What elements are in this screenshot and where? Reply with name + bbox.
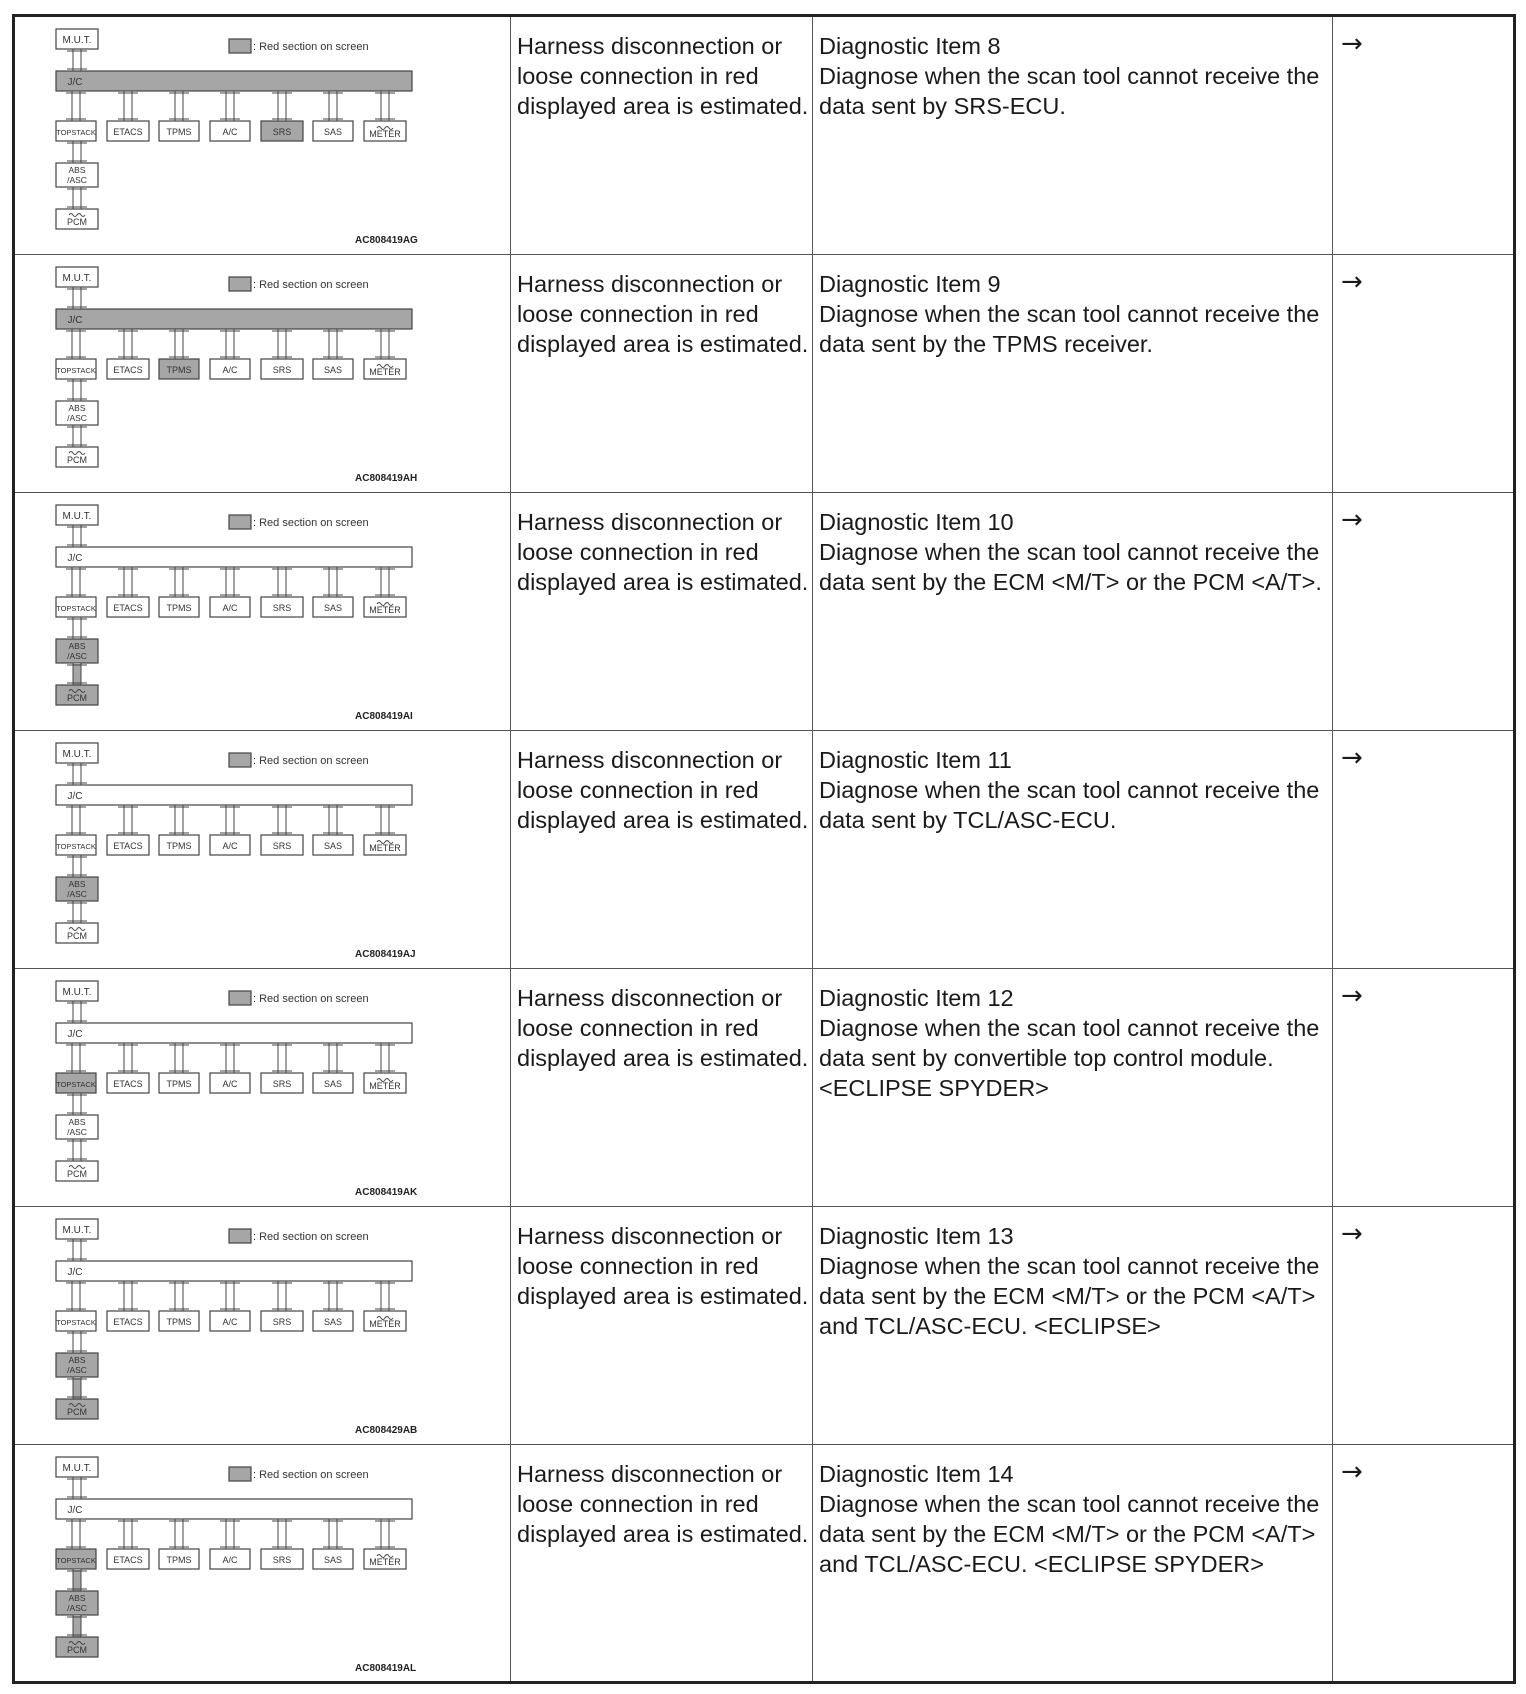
sas-label: SAS bbox=[323, 365, 343, 375]
pcm-label: PCM bbox=[67, 455, 87, 465]
connector-link bbox=[118, 1519, 138, 1549]
table-row bbox=[15, 1445, 1513, 1681]
pcm-label: PCM bbox=[67, 693, 87, 703]
right-arrow-icon: → bbox=[1341, 981, 1363, 1011]
right-arrow-icon: → bbox=[1341, 505, 1363, 535]
figure-code: AC808419AJ bbox=[355, 949, 416, 960]
can-bus-diagram bbox=[15, 731, 511, 969]
legend-swatch bbox=[229, 1467, 251, 1481]
abs-label: ABS bbox=[68, 879, 86, 889]
table-row bbox=[15, 1207, 1513, 1445]
connector-link bbox=[375, 805, 395, 835]
diagnostic-item-cell bbox=[813, 969, 1333, 1206]
tpms-label: TPMS bbox=[166, 1317, 192, 1327]
pcm-label: PCM bbox=[67, 1407, 87, 1417]
can-bus-diagram bbox=[15, 17, 511, 255]
condition-text: Harness disconnection or loose connection in red displayed area is estimated. bbox=[517, 1461, 809, 1547]
connector-link bbox=[67, 1615, 87, 1637]
connector-link bbox=[169, 1281, 189, 1311]
next-step-cell bbox=[1333, 17, 1513, 254]
connector-link bbox=[118, 329, 138, 359]
connector-link bbox=[375, 1043, 395, 1073]
right-arrow-icon: → bbox=[1341, 743, 1363, 773]
tpms-label: TPMS bbox=[166, 1079, 192, 1089]
figure-code: AC808419AH bbox=[355, 473, 418, 484]
connector-link bbox=[169, 567, 189, 597]
connector-link bbox=[220, 1281, 240, 1311]
meter-label: METER bbox=[369, 605, 401, 615]
figure-code: AC808419AK bbox=[355, 1187, 418, 1198]
connector-link bbox=[118, 1281, 138, 1311]
abs-label: ABS bbox=[68, 165, 86, 175]
diagnostic-item-description: Diagnose when the scan tool cannot receive the data sent by TCL/ASC-ECU. bbox=[819, 777, 1320, 833]
condition-text: Harness disconnection or loose connection in red displayed area is estimated. bbox=[517, 747, 809, 833]
network-diagram-cell bbox=[15, 969, 511, 1206]
connector-link bbox=[67, 379, 87, 401]
connector-link bbox=[375, 567, 395, 597]
connector-link bbox=[67, 1569, 87, 1591]
legend-label: : Red section on screen bbox=[253, 1469, 369, 1481]
diagnostic-table bbox=[12, 14, 1516, 1684]
connector-link bbox=[272, 1519, 292, 1549]
condition-cell bbox=[511, 1445, 813, 1681]
meter-label: METER bbox=[369, 1557, 401, 1567]
figure-code: AC808419AI bbox=[355, 711, 413, 722]
connector-link bbox=[66, 805, 86, 835]
connector-link bbox=[272, 1281, 292, 1311]
legend-label: : Red section on screen bbox=[253, 755, 369, 767]
ac-label: A/C bbox=[222, 1079, 238, 1089]
connector-link bbox=[272, 567, 292, 597]
connector-link bbox=[323, 329, 343, 359]
connector-link bbox=[67, 187, 87, 209]
connector-link bbox=[118, 1043, 138, 1073]
diagnostic-item-cell bbox=[813, 731, 1333, 968]
sas-label: SAS bbox=[323, 127, 343, 137]
connector-link bbox=[272, 329, 292, 359]
diagnostic-item-description: Diagnose when the scan tool cannot receive the data sent by SRS-ECU. bbox=[819, 63, 1320, 119]
mut-label: M.U.T. bbox=[62, 511, 92, 522]
connector-link bbox=[66, 1281, 86, 1311]
junction-connector-bar bbox=[56, 309, 412, 329]
ac-label: A/C bbox=[222, 365, 238, 375]
figure-code: AC808429AB bbox=[355, 1425, 418, 1436]
figure-code: AC808419AL bbox=[355, 1663, 417, 1674]
connector-link bbox=[169, 91, 189, 121]
table-row bbox=[15, 17, 1513, 255]
connector-link bbox=[66, 567, 86, 597]
topstack-label: TOPSTACK bbox=[56, 604, 96, 613]
diagnostic-item-cell bbox=[813, 1207, 1333, 1444]
ac-label: A/C bbox=[222, 1317, 238, 1327]
connector-link bbox=[67, 901, 87, 923]
jc-label: J/C bbox=[67, 77, 83, 88]
diagnostic-item-description: Diagnose when the scan tool cannot receive the data sent by the ECM <M/T> or the PCM <A/T> and TCL/ASC-ECU. <ECLIPSE SPYDER> bbox=[819, 1491, 1320, 1577]
ac-label: A/C bbox=[222, 1555, 238, 1565]
network-diagram-cell bbox=[15, 731, 511, 968]
mut-label: M.U.T. bbox=[62, 749, 92, 760]
connector-link bbox=[67, 855, 87, 877]
connector-link bbox=[272, 91, 292, 121]
legend-swatch bbox=[229, 991, 251, 1005]
jc-label: J/C bbox=[67, 1267, 83, 1278]
asc-label: /ASC bbox=[67, 651, 87, 661]
mut-label: M.U.T. bbox=[62, 1463, 92, 1474]
connector-link bbox=[118, 805, 138, 835]
connector-link bbox=[67, 1093, 87, 1115]
diagnostic-item-title: Diagnostic Item 12 bbox=[819, 985, 1014, 1011]
connector-link bbox=[220, 1043, 240, 1073]
legend-label: : Red section on screen bbox=[253, 993, 369, 1005]
can-bus-diagram bbox=[15, 493, 511, 731]
connector-link bbox=[169, 805, 189, 835]
sas-label: SAS bbox=[323, 1079, 343, 1089]
diagnostic-item-title: Diagnostic Item 11 bbox=[819, 747, 1012, 773]
legend-swatch bbox=[229, 39, 251, 53]
diagnostic-item-title: Diagnostic Item 10 bbox=[819, 509, 1014, 535]
connector-link bbox=[323, 567, 343, 597]
connector-link bbox=[118, 91, 138, 121]
next-step-cell bbox=[1333, 731, 1513, 968]
network-diagram-cell bbox=[15, 493, 511, 730]
condition-text: Harness disconnection or loose connection in red displayed area is estimated. bbox=[517, 33, 809, 119]
mut-label: M.U.T. bbox=[62, 987, 92, 998]
table-row bbox=[15, 969, 1513, 1207]
connector-link bbox=[272, 1043, 292, 1073]
mut-label: M.U.T. bbox=[62, 273, 92, 284]
connector-link bbox=[375, 1281, 395, 1311]
connector-link bbox=[272, 805, 292, 835]
meter-label: METER bbox=[369, 1319, 401, 1329]
tpms-label: TPMS bbox=[166, 1555, 192, 1565]
connector-link bbox=[67, 1239, 87, 1261]
topstack-label: TOPSTACK bbox=[56, 366, 96, 375]
etacs-label: ETACS bbox=[113, 841, 143, 851]
tpms-label: TPMS bbox=[166, 127, 192, 137]
diagnostic-item-cell bbox=[813, 255, 1333, 492]
network-diagram-cell bbox=[15, 1445, 511, 1681]
sas-label: SAS bbox=[323, 1317, 343, 1327]
connector-link bbox=[323, 1281, 343, 1311]
connector-link bbox=[323, 1043, 343, 1073]
connector-link bbox=[67, 49, 87, 71]
connector-link bbox=[66, 91, 86, 121]
asc-label: /ASC bbox=[67, 175, 87, 185]
connector-link bbox=[67, 1477, 87, 1499]
condition-cell bbox=[511, 493, 813, 730]
legend-label: : Red section on screen bbox=[253, 1231, 369, 1243]
junction-connector-bar bbox=[56, 71, 412, 91]
connector-link bbox=[67, 287, 87, 309]
ac-label: A/C bbox=[222, 603, 238, 613]
abs-label: ABS bbox=[68, 403, 86, 413]
table-row bbox=[15, 493, 1513, 731]
connector-link bbox=[220, 805, 240, 835]
connector-link bbox=[169, 329, 189, 359]
mut-label: M.U.T. bbox=[62, 35, 92, 46]
right-arrow-icon: → bbox=[1341, 1219, 1363, 1249]
connector-link bbox=[323, 805, 343, 835]
connector-link bbox=[67, 1139, 87, 1161]
connector-link bbox=[118, 567, 138, 597]
condition-text: Harness disconnection or loose connection in red displayed area is estimated. bbox=[517, 985, 809, 1071]
topstack-label: TOPSTACK bbox=[56, 128, 96, 137]
junction-connector-bar bbox=[56, 1023, 412, 1043]
srs-label: SRS bbox=[272, 603, 292, 613]
connector-link bbox=[375, 1519, 395, 1549]
can-bus-diagram bbox=[15, 255, 511, 493]
abs-label: ABS bbox=[68, 1355, 86, 1365]
legend-swatch bbox=[229, 753, 251, 767]
jc-label: J/C bbox=[67, 315, 83, 326]
junction-connector-bar bbox=[56, 1499, 412, 1519]
network-diagram-cell bbox=[15, 255, 511, 492]
topstack-label: TOPSTACK bbox=[56, 842, 96, 851]
condition-cell bbox=[511, 255, 813, 492]
connector-link bbox=[323, 91, 343, 121]
connector-link bbox=[169, 1519, 189, 1549]
diagnostic-item-cell bbox=[813, 493, 1333, 730]
connector-link bbox=[67, 663, 87, 685]
next-step-cell bbox=[1333, 493, 1513, 730]
legend-label: : Red section on screen bbox=[253, 517, 369, 529]
ac-label: A/C bbox=[222, 127, 238, 137]
diagnostic-item-title: Diagnostic Item 14 bbox=[819, 1461, 1014, 1487]
right-arrow-icon: → bbox=[1341, 267, 1363, 297]
next-step-cell bbox=[1333, 1207, 1513, 1444]
jc-label: J/C bbox=[67, 791, 83, 802]
legend-label: : Red section on screen bbox=[253, 41, 369, 53]
diagnostic-item-description: Diagnose when the scan tool cannot receive the data sent by the ECM <M/T> or the PCM <A/T> and TCL/ASC-ECU. <ECLIPSE> bbox=[819, 1253, 1320, 1339]
mut-label: M.U.T. bbox=[62, 1225, 92, 1236]
condition-cell bbox=[511, 969, 813, 1206]
meter-label: METER bbox=[369, 129, 401, 139]
asc-label: /ASC bbox=[67, 413, 87, 423]
connector-link bbox=[67, 1331, 87, 1353]
sas-label: SAS bbox=[323, 841, 343, 851]
legend-label: : Red section on screen bbox=[253, 279, 369, 291]
condition-cell bbox=[511, 731, 813, 968]
can-bus-diagram bbox=[15, 1207, 511, 1445]
connector-link bbox=[67, 1001, 87, 1023]
connector-link bbox=[220, 91, 240, 121]
connector-link bbox=[67, 617, 87, 639]
diagnostic-item-description: Diagnose when the scan tool cannot receive the data sent by the TPMS receiver. bbox=[819, 301, 1320, 357]
asc-label: /ASC bbox=[67, 1603, 87, 1613]
connector-link bbox=[169, 1043, 189, 1073]
next-step-cell bbox=[1333, 255, 1513, 492]
connector-link bbox=[67, 1377, 87, 1399]
connector-link bbox=[67, 763, 87, 785]
pcm-label: PCM bbox=[67, 1645, 87, 1655]
srs-label: SRS bbox=[272, 1079, 292, 1089]
sas-label: SAS bbox=[323, 1555, 343, 1565]
connector-link bbox=[375, 91, 395, 121]
srs-label: SRS bbox=[272, 127, 292, 137]
topstack-label: TOPSTACK bbox=[56, 1080, 96, 1089]
junction-connector-bar bbox=[56, 785, 412, 805]
table-row bbox=[15, 255, 1513, 493]
right-arrow-icon: → bbox=[1341, 1457, 1363, 1487]
diagnostic-item-description: Diagnose when the scan tool cannot receive the data sent by the ECM <M/T> or the PCM <A/T>. bbox=[819, 539, 1322, 595]
table-row bbox=[15, 731, 1513, 969]
abs-label: ABS bbox=[68, 1117, 86, 1127]
legend-swatch bbox=[229, 1229, 251, 1243]
connector-link bbox=[67, 425, 87, 447]
connector-link bbox=[66, 1043, 86, 1073]
condition-cell bbox=[511, 1207, 813, 1444]
diagnostic-item-title: Diagnostic Item 8 bbox=[819, 33, 1001, 59]
connector-link bbox=[220, 329, 240, 359]
right-arrow-icon: → bbox=[1341, 29, 1363, 59]
meter-label: METER bbox=[369, 367, 401, 377]
etacs-label: ETACS bbox=[113, 603, 143, 613]
connector-link bbox=[220, 567, 240, 597]
tpms-label: TPMS bbox=[166, 841, 192, 851]
topstack-label: TOPSTACK bbox=[56, 1318, 96, 1327]
tpms-label: TPMS bbox=[166, 603, 192, 613]
condition-text: Harness disconnection or loose connection in red displayed area is estimated. bbox=[517, 271, 809, 357]
etacs-label: ETACS bbox=[113, 1317, 143, 1327]
abs-label: ABS bbox=[68, 1593, 86, 1603]
condition-cell bbox=[511, 17, 813, 254]
jc-label: J/C bbox=[67, 1505, 83, 1516]
diagnostic-item-cell bbox=[813, 1445, 1333, 1681]
asc-label: /ASC bbox=[67, 889, 87, 899]
etacs-label: ETACS bbox=[113, 1079, 143, 1089]
network-diagram-cell bbox=[15, 1207, 511, 1444]
junction-connector-bar bbox=[56, 1261, 412, 1281]
condition-text: Harness disconnection or loose connection in red displayed area is estimated. bbox=[517, 509, 809, 595]
sas-label: SAS bbox=[323, 603, 343, 613]
meter-label: METER bbox=[369, 1081, 401, 1091]
meter-label: METER bbox=[369, 843, 401, 853]
condition-text: Harness disconnection or loose connection in red displayed area is estimated. bbox=[517, 1223, 809, 1309]
connector-link bbox=[67, 141, 87, 163]
pcm-label: PCM bbox=[67, 931, 87, 941]
can-bus-diagram bbox=[15, 1445, 511, 1683]
asc-label: /ASC bbox=[67, 1127, 87, 1137]
diagnostic-item-cell bbox=[813, 17, 1333, 254]
asc-label: /ASC bbox=[67, 1365, 87, 1375]
connector-link bbox=[66, 1519, 86, 1549]
jc-label: J/C bbox=[67, 1029, 83, 1040]
figure-code: AC808419AG bbox=[355, 235, 418, 246]
jc-label: J/C bbox=[67, 553, 83, 564]
topstack-label: TOPSTACK bbox=[56, 1556, 96, 1565]
connector-link bbox=[323, 1519, 343, 1549]
pcm-label: PCM bbox=[67, 217, 87, 227]
srs-label: SRS bbox=[272, 1555, 292, 1565]
connector-link bbox=[375, 329, 395, 359]
connector-link bbox=[220, 1519, 240, 1549]
srs-label: SRS bbox=[272, 365, 292, 375]
abs-label: ABS bbox=[68, 641, 86, 651]
connector-link bbox=[67, 525, 87, 547]
can-bus-diagram bbox=[15, 969, 511, 1207]
etacs-label: ETACS bbox=[113, 127, 143, 137]
diagnostic-item-title: Diagnostic Item 13 bbox=[819, 1223, 1014, 1249]
etacs-label: ETACS bbox=[113, 1555, 143, 1565]
legend-swatch bbox=[229, 515, 251, 529]
junction-connector-bar bbox=[56, 547, 412, 567]
etacs-label: ETACS bbox=[113, 365, 143, 375]
srs-label: SRS bbox=[272, 1317, 292, 1327]
diagnostic-item-title: Diagnostic Item 9 bbox=[819, 271, 1001, 297]
legend-swatch bbox=[229, 277, 251, 291]
next-step-cell bbox=[1333, 1445, 1513, 1681]
next-step-cell bbox=[1333, 969, 1513, 1206]
connector-link bbox=[66, 329, 86, 359]
diagnostic-item-description: Diagnose when the scan tool cannot receive the data sent by convertible top control module. <ECLIPSE SPYDER> bbox=[819, 1015, 1320, 1101]
srs-label: SRS bbox=[272, 841, 292, 851]
ac-label: A/C bbox=[222, 841, 238, 851]
pcm-label: PCM bbox=[67, 1169, 87, 1179]
network-diagram-cell bbox=[15, 17, 511, 254]
tpms-label: TPMS bbox=[166, 365, 192, 375]
